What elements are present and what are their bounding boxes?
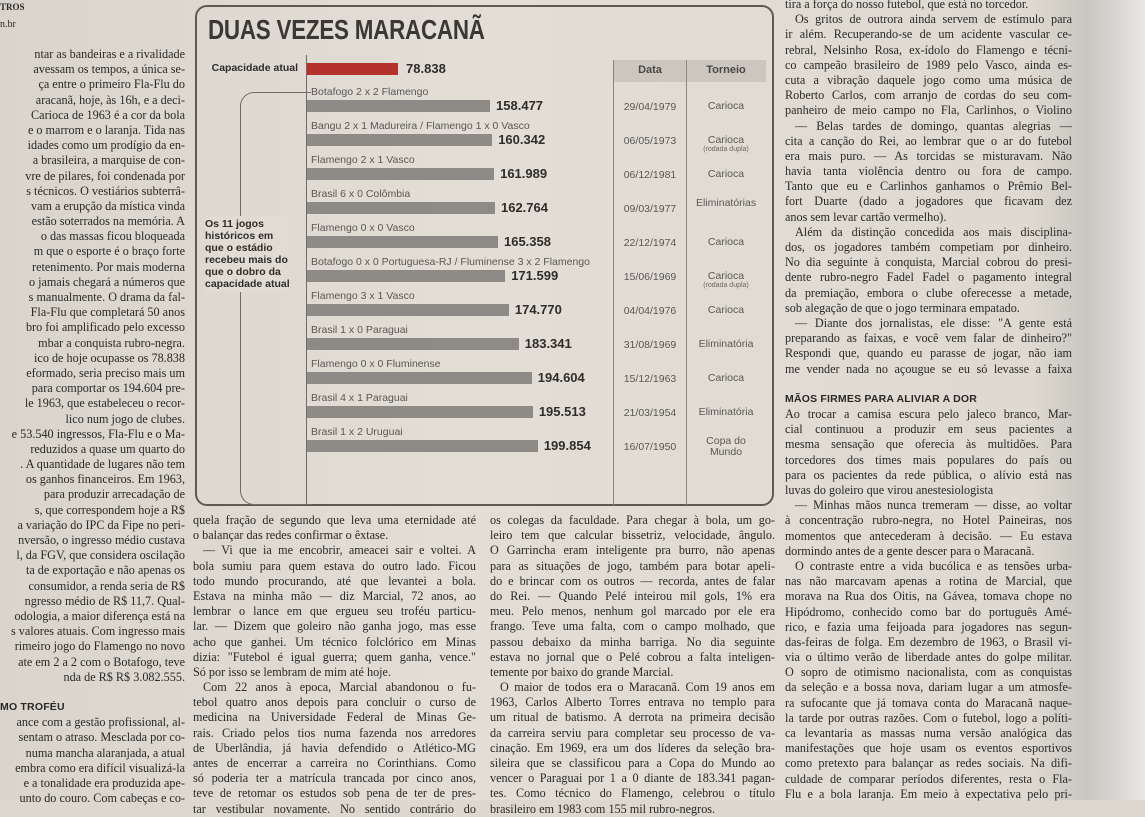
text-line: passou debaixo da minha barriga. No dia seguinte — [490, 634, 775, 649]
text-line: e o marrom e o laranja. Tida nas — [27, 122, 185, 137]
text-line: numa mancha alaranjada, a atual — [25, 745, 185, 760]
text-line: e 53.540 ingressos, Fla-Flu e o Ma- — [11, 426, 185, 441]
text-line: co campeão brasileiro de 1989 pelo Vasco, ainda es- — [785, 57, 1072, 72]
text-line: s manualmente. O drama da fal- — [28, 290, 185, 304]
article-column-left — [0, 47, 185, 806]
tournament-cell — [686, 373, 766, 384]
text-line: Roberto Carlos, com arranjo de cordas do seu com- — [785, 88, 1072, 103]
text-line: O Garrincha eram inteligente pra burro, não apenas — [490, 543, 775, 558]
subheading: MÃOS FIRMES PARA ALIVIAR A DOR — [785, 392, 978, 405]
text-line: os colegas da faculdade. Para chegar à bola, um go- — [490, 513, 775, 527]
text-line: dente rubro-negro Fadel Fadel o pagamento integral — [785, 270, 1072, 285]
text-line: tes. Como técnico do Flamengo, celebrou o título — [490, 786, 775, 801]
text-line: vam a erupção da mística vinda — [31, 198, 185, 213]
tournament-name: Copa do Mundo — [706, 435, 746, 458]
text-line: o jamais chegará a números que — [28, 274, 185, 289]
text-line: da premiação, embora o clube oferecesse a metade, — [785, 285, 1072, 300]
match-date: 04/04/1976 — [623, 305, 677, 317]
text-line: dizia: "Futebol é igual guerra; quem ganha, vence." — [193, 649, 476, 664]
match-date: 29/04/1979 — [623, 101, 677, 113]
text-line: cial continuou a produzir em seus pacientes a — [785, 422, 1072, 437]
reference-value: 78.838 — [406, 61, 446, 76]
text-line: sentam o atraso. Mesclada por co- — [18, 730, 185, 745]
match-label: Brasil 1 x 0 Paraguai — [311, 324, 408, 336]
text-line: s, que correspondem hoje a R$ — [34, 502, 185, 517]
text-line: à concentração rubro-negra, no Hotel Paineiras, nos — [785, 513, 1072, 528]
text-line: tira a força do nosso futebol, que está no torcedor. — [785, 0, 1029, 11]
text-line: lembrar o lance em que ergueu seu troféu particu- — [193, 604, 476, 619]
text-line: Com 22 anos à epoca, Marcial abandonou o fu- — [203, 680, 476, 695]
match-date: 15/06/1969 — [623, 271, 677, 283]
match-date: 31/08/1969 — [623, 339, 677, 351]
text-line: para as situações de jogo, também para botar apeli- — [490, 558, 775, 573]
subheading: MO TROFÉU — [0, 701, 65, 714]
text-line: rebral, Nelsinho Rosa, ex-ídolo do Flamengo e técni- — [785, 42, 1072, 57]
tournament-cell — [686, 271, 766, 290]
text-line: e a tonalidade era produzida ape- — [23, 776, 185, 790]
text-line: torcedores dos times mais populares do país ou — [785, 452, 1072, 467]
text-line: leiro tem que calcular bissetriz, velocidade, ângulo. — [490, 528, 775, 543]
text-line: o balançar das redes confirmar o êxtase. — [193, 528, 389, 543]
text-line: ça entre o primeiro Fla-Flu do — [38, 77, 185, 92]
text-line: morava na Rua dos Oitis, na Gávea, tomava chope no — [785, 589, 1072, 604]
match-label: Flamengo 3 x 1 Vasco — [311, 290, 415, 302]
text-line: como pretexto para balançar as redes sociais. Na difi- — [785, 756, 1072, 771]
text-line: para comportar os 194.604 pre- — [31, 381, 185, 396]
text-line: para os pacientes da rede pública, o alívio está nas — [785, 467, 1072, 482]
match-label: Bangu 2 x 1 Madureira / Flamengo 1 x 0 Vasco — [311, 120, 530, 132]
match-label: Brasil 4 x 1 Paraguai — [311, 392, 408, 404]
text-line: bola sumiu para quem estava do outro lado. Ficou — [193, 558, 476, 573]
attendance-bar — [307, 100, 490, 112]
tournament-name: Carioca — [707, 168, 745, 180]
text-line: m que o esporte é o braço forte — [33, 244, 185, 259]
text-line: preparando as faixas, e você vem falar de dinheiro?" — [785, 331, 1072, 346]
text-line: odologia, a maior diferença está na — [14, 608, 185, 623]
attendance-value: 162.764 — [500, 200, 548, 215]
text-line: nversão, o ingresso médio custava — [18, 533, 185, 547]
text-line: de Uberlândia, já havia defendido o Atlético-MG — [193, 740, 476, 755]
text-line: ta de exportação e não apenas os — [25, 563, 185, 578]
tournament-name: Carioca — [707, 236, 745, 248]
attendance-bar — [307, 168, 494, 180]
text-line: ca levantaria as massas numa versão analógica das — [785, 726, 1072, 740]
tournament-cell — [686, 237, 766, 248]
text-line: teve de retomar os estudos sob pena de ter de pres- — [193, 786, 476, 801]
attendance-bar — [307, 236, 498, 248]
spacer — [785, 377, 1072, 392]
text-line: nda de R$ R$ 3.082.555. — [63, 669, 185, 684]
match-label: Brasil 1 x 2 Uruguai — [311, 426, 403, 438]
text-line: tar vestibular novamente. No sentido contrário do — [193, 801, 476, 816]
match-date: 22/12/1974 — [623, 237, 677, 249]
text-line: cinação. Em 1969, era um dos líderes da seleção bra- — [490, 740, 775, 755]
text-line: O maior de todos era o Maracanã. Com 19 anos em — [500, 680, 775, 695]
attendance-bar — [307, 202, 495, 214]
text-line: idades como um prodígio da en- — [27, 138, 185, 153]
tournament-cell — [686, 339, 766, 350]
article-column-middle-2 — [490, 513, 775, 817]
text-line: do e brincar com os outros — recorda, antes de falar — [490, 573, 775, 588]
chart-title: DUAS VEZES MARACANÃ — [208, 14, 485, 45]
text-line: só poderia ter a matrícula trancada por cinco anos, — [193, 771, 476, 786]
text-line: tebol quatro anos depois para concluir o curso de — [193, 695, 476, 710]
bracket-line — [240, 92, 311, 505]
text-line: meu. Pelo menos, nenhum gol marcado por ele era — [490, 604, 775, 619]
attendance-value: 165.358 — [503, 234, 551, 249]
tournament-cell — [686, 101, 766, 112]
attendance-bar — [307, 372, 532, 384]
text-line: Fla-Flu que completará 50 anos — [30, 305, 185, 320]
text-line: — Vi que ia me encobrir, ameacei sair e voltei. A — [203, 543, 476, 558]
tournament-cell — [686, 169, 766, 180]
text-line: culdade de comparar períodos diferentes, resta o Fla- — [785, 771, 1072, 786]
tournament-cell — [686, 135, 766, 154]
tournament-name: Carioca — [707, 134, 745, 146]
text-line: cuta a vibração daquele jogo como uma música de — [785, 72, 1072, 87]
attendance-value: 199.854 — [543, 438, 591, 453]
text-line: ngresso médio de R$ 11,7. Qual- — [24, 593, 185, 608]
match-label: Brasil 6 x 0 Colômbia — [311, 188, 411, 200]
reference-label: Capacidade atual — [211, 62, 298, 74]
match-label: Botafogo 0 x 0 Portuguesa-RJ / Fluminense 3 x 2 Flamengo — [311, 256, 590, 268]
text-line: consumidor, a renda seria de R$ — [28, 578, 185, 593]
text-line: nas não marcavam apenas a rotina de Marcial, que — [785, 574, 1072, 589]
tournament-note: (rodada dupla) — [703, 282, 749, 289]
text-line: da carreira serviu para completar seu processo de va- — [490, 725, 775, 740]
text-line: lar. — Dizem que goleiro não ganha jogo, mas esse — [193, 619, 476, 634]
text-line: Estava na minha mão — diz Marcial, 72 anos, ao — [193, 588, 476, 603]
text-line: . A quantidade de lugares não tem — [20, 457, 185, 472]
text-line: frango. Teve uma falta, com o campo molhado, que — [490, 619, 775, 634]
text-line: Ao trocar a camisa escura pelo jaleco branco, Mar- — [785, 407, 1072, 422]
match-date: 21/03/1954 — [623, 407, 677, 419]
text-line: unto do couro. Com cabeças e co- — [19, 791, 185, 806]
match-label: Flamengo 0 x 0 Fluminense — [311, 358, 441, 370]
text-line: Respondi que, quando eu parasse de jogar, não iam — [785, 346, 1072, 361]
tournament-name: Eliminatórias — [696, 197, 757, 209]
match-date: 15/12/1963 — [623, 373, 677, 385]
text-line: dormindo antes de a gente descer para o Maracanã. — [785, 543, 1035, 558]
attendance-value: 171.599 — [511, 268, 559, 283]
text-line: rico, e fazia uma feijoada para jogadores nas segun- — [785, 619, 1072, 634]
section-label: TROS — [0, 2, 25, 12]
tournament-cell — [696, 198, 756, 209]
text-line: Só por isso se lembram de mim até hoje. — [193, 664, 392, 679]
text-line: para produzir arrecadação de — [43, 487, 185, 502]
text-line: sileira que se classificou para a Copa do Mundo ao — [490, 756, 775, 770]
text-line: eformado, seria preciso mais um — [26, 365, 185, 380]
attendance-bar — [307, 270, 505, 282]
tournament-name: Carioca — [707, 270, 745, 282]
bracket-label: Os 11 jogos históricos em que o estádio recebeu mais do que o dobro da capacidade atual — [205, 218, 290, 290]
attendance-bar — [307, 338, 519, 350]
attendance-bar — [307, 406, 533, 418]
text-line: Além da distinção concedida aos mais disciplina- — [795, 224, 1072, 239]
text-line: a brasileira, a marquise de con- — [32, 153, 185, 168]
text-line: avessam os tempos, a única se- — [33, 62, 185, 77]
text-line: temente por baixo do grande Marcial. — [490, 664, 674, 679]
text-line: manifestações que hoje usam os eventos esportivos — [785, 741, 1072, 756]
attendance-value: 194.604 — [537, 370, 585, 385]
text-line: O contraste entre a vida bucólica e as tensões urba- — [795, 558, 1072, 573]
text-line: todo mundo procurando, até que levantei a bola. — [193, 573, 476, 588]
attendance-value: 183.341 — [524, 336, 572, 351]
article-column-middle-1 — [193, 513, 476, 817]
text-line: dos, os jogadores também competiam por dinheiro. — [785, 240, 1072, 254]
tournament-name: Eliminatória — [698, 406, 754, 418]
text-line: brasileiro em 1983 com 155 mil rubro-negros. — [490, 801, 716, 816]
text-line: 1963, Carlos Alberto Torres entrava no templo para — [490, 695, 775, 710]
text-line: via o último verão de liberdade antes do golpe militar. — [785, 650, 1072, 665]
text-line: le 1963, que estabeleceu o recor- — [24, 396, 185, 411]
text-line: um ritual de batismo. A derrota na primeira decisão — [490, 710, 775, 725]
text-line: Flu e a bola laranja. Em meio à expectativa pelo pri- — [785, 786, 1072, 801]
text-line: luvas do goleiro que virou anestesiologista — [785, 483, 994, 497]
text-line: ate em 2 a 2 com o Botafogo, teve — [18, 654, 185, 669]
text-line: retenimento. Por mais moderna — [32, 259, 185, 274]
text-line: medicina na Universidade Federal de Minas Ge- — [193, 710, 476, 725]
text-line: rimeiro jogo do Flamengo no novo — [14, 639, 185, 654]
text-line: — Minhas mãos nunca tremeram — disse, ao voltar — [795, 498, 1072, 513]
tournament-note: (rodada dupla) — [703, 146, 749, 153]
text-line: No dia seguinte à conquista, Marcial cobrou do presi- — [785, 255, 1072, 270]
text-line: o das massas ficou bloqueada — [40, 229, 185, 244]
match-date: 16/07/1950 — [623, 441, 677, 453]
text-line: mbar a conquista rubro-negra. — [38, 335, 185, 350]
tournament-name: Carioca — [707, 100, 745, 112]
attendance-bar — [307, 440, 538, 452]
tournament-cell — [686, 407, 766, 418]
text-line: sob alegação de que o jogo terminara empatado. — [785, 300, 1020, 315]
text-line: momentos que antecederam à decisão. — Eu estava — [785, 528, 1072, 543]
text-line: rais. Criado pelos tios numa fazenda nos arredores — [193, 725, 476, 740]
tournament-name: Eliminatória — [698, 338, 754, 350]
text-line: Hipódromo, conhecido como bar do português Amé- — [785, 604, 1072, 619]
tournament-name: Carioca — [707, 304, 745, 316]
site-label: n.br — [0, 19, 16, 30]
text-line: havia tanta violência dentro ou fora de campo. — [785, 164, 1072, 179]
text-line: — Diante dos jornalistas, ele disse: "A gente está — [795, 315, 1072, 330]
text-line: ra sufocante que já tomava conta do Maracanã naque- — [785, 695, 1072, 710]
text-line: Carioca de 1963 é a cor da bola — [31, 107, 185, 122]
match-label: Flamengo 2 x 1 Vasco — [311, 154, 415, 166]
text-line: — Belas tardes de domingo, quantas alegrias — — [795, 118, 1072, 133]
text-line: acho que ganhei. Um técnico folclórico em Minas — [193, 634, 476, 649]
reference-bar — [307, 63, 398, 75]
text-line: a variação do IPC da Fipe no peri- — [17, 517, 185, 532]
text-line: cita a canção do Rei, ao lembrar que o ar do futebol — [785, 133, 1072, 148]
text-line: ntar as bandeiras e a rivalidade — [34, 47, 185, 61]
text-line: era mais puro. — As torcidas se misturavam. Não — [785, 148, 1072, 163]
text-line: ico de hoje ocupasse os 78.838 — [34, 350, 185, 365]
text-line: ir além. Recuperando-se de um acidente vascular ce- — [785, 27, 1072, 42]
text-line: la tarde por outras razões. Com o futebol, logo a políti- — [785, 710, 1072, 725]
match-date: 06/12/1981 — [623, 169, 677, 181]
text-line: do Rei. — Quando Pelé inteirou mil gols, 1% era — [490, 588, 775, 603]
text-line: O sopro de otimismo nacionalista, com as conquistas — [785, 665, 1072, 680]
text-line: Os gritos de outrora ainda servem de estímulo para — [795, 12, 1072, 27]
column-header-date: Data — [638, 64, 662, 76]
text-line: estão soterrados na memória. A — [31, 214, 185, 229]
tournament-cell — [696, 436, 756, 458]
text-line: vencer o Paraguai por 1 a 0 diante de 183.341 pagan- — [490, 771, 775, 786]
text-line: anos sem levar cartão vermelho). — [785, 209, 947, 224]
text-line: os ganhos financeiros. Em 1963, — [25, 472, 185, 487]
article-column-right — [785, 0, 1072, 802]
attendance-value: 174.770 — [514, 302, 562, 317]
text-line: Tanto que eu e Carlinhos ganhamos o Prêmio Bel- — [785, 179, 1072, 194]
text-line: fort Duarte (dado a jogadores que ficavam dez — [785, 194, 1072, 209]
text-line: estava no jornal que o Pelé cobrou a falta inteligen- — [490, 649, 775, 664]
text-line: s valores atuais. Com ingresso mais — [11, 624, 185, 639]
text-line: l, da FGV, que considera oscilação — [16, 548, 185, 563]
column-header-tournament: Torneio — [706, 64, 746, 76]
text-line: aracanã, hoje, às 16h, e a deci- — [35, 92, 185, 107]
match-date: 09/03/1977 — [623, 203, 677, 215]
text-line: s técnicos. O vestiários subterrâ- — [26, 183, 185, 198]
text-line: da seleção e a bossa nova, dariam lugar a um atmosfe- — [785, 680, 1072, 695]
text-line: embra como era difícil visualizá-la — [15, 760, 185, 775]
text-line: quela fração de segundo que leva uma eternidade até — [193, 513, 476, 527]
match-label: Botafogo 2 x 2 Flamengo — [311, 86, 429, 98]
text-line: ance com a gestão profissional, al- — [16, 715, 185, 730]
text-line: bro foi amplificado pelo excesso — [25, 320, 185, 335]
match-date: 06/05/1973 — [623, 135, 677, 147]
attendance-value: 158.477 — [496, 98, 544, 113]
tournament-cell — [686, 305, 766, 316]
text-line: panheiro de meio campo no Fla, Carlinhos, o Violino — [785, 103, 1072, 118]
text-line: me vender nada no açougue se eu só levasse a faixa — [785, 361, 1072, 376]
attendance-value: 161.989 — [500, 166, 548, 181]
text-line: das-feiras de folga. Em dezembro de 1963, o Brasil vi- — [785, 634, 1072, 649]
attendance-bar — [307, 304, 509, 316]
text-line: vre de pilares, foi condenada por — [25, 168, 185, 183]
text-line: lico num jogo de clubes. — [65, 411, 185, 426]
tournament-name: Carioca — [707, 372, 745, 384]
spacer — [0, 685, 185, 700]
match-label: Flamengo 0 x 0 Vasco — [311, 222, 415, 234]
text-line: mesma sensação que oferecia às multidões. Para — [785, 437, 1072, 452]
text-line: reduzidos a quase um quarto do — [30, 441, 185, 456]
attendance-value: 195.513 — [538, 404, 586, 419]
attendance-bar — [307, 134, 492, 146]
attendance-value: 160.342 — [498, 132, 546, 147]
text-line: antes de encerrar a carreira no Corinthians. Como — [193, 756, 476, 770]
